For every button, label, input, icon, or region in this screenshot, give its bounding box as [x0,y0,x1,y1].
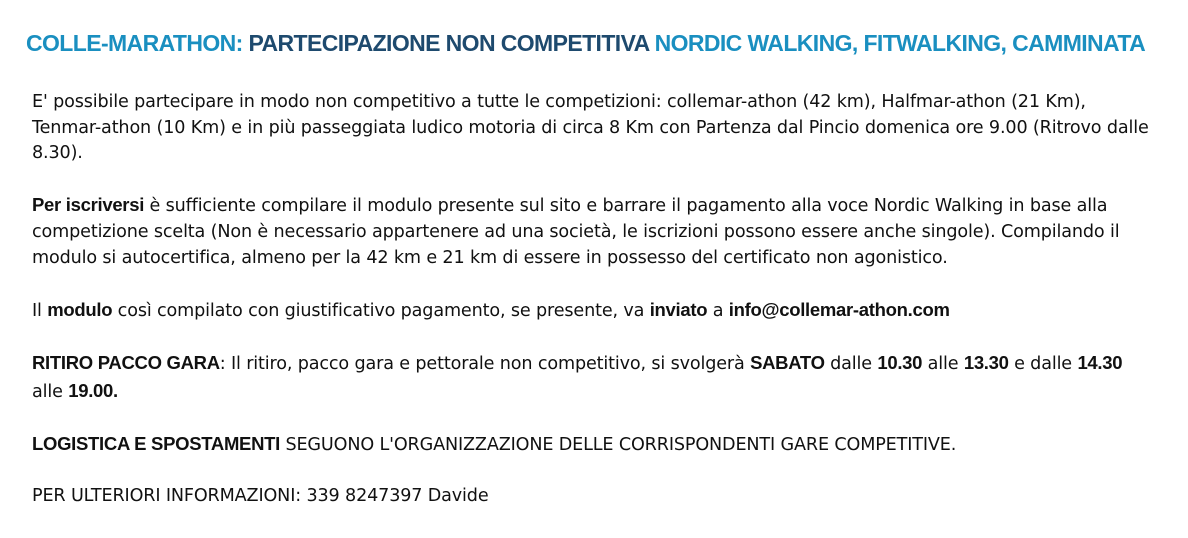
contact-email[interactable]: info@collemar-athon.com [728,298,950,320]
article-body [32,90,1152,510]
pickup-text-2: dalle [824,353,878,374]
paragraph-registration [32,192,1152,271]
paragraph-intro [32,90,1152,167]
logistics-heading: LOGISTICA E SPOSTAMENTI [32,432,280,454]
info-text: PER ULTERIORI INFORMAZIONI: 339 8247397 Davide [32,485,489,506]
pickup-heading: RITIRO PACCO GARA [32,351,220,373]
pickup-time-3: 14.30 [1077,351,1123,373]
registration-heading: Per iscriversi [32,194,145,216]
module-text-3: a [707,300,729,321]
module-text-2: così compilato con giustificativo pagamento, se presente, va [112,300,650,321]
logistics-text: SEGUONO L'ORGANIZZAZIONE DELLE CORRISPONDENTI GARE COMPETITIVE. [280,434,957,455]
pickup-text-3: alle [922,353,964,374]
pickup-time-2: 13.30 [963,351,1009,373]
pickup-text-1: : Il ritiro, pacco gara e pettorale non competitivo, si svolgerà [219,353,751,374]
title-disciplines: NORDIC WALKING, FITWALKING, CAMMINATA [654,30,1146,56]
pickup-text-5: alle [32,381,69,402]
module-text-1: Il [32,300,48,321]
intro-text: E' possibile partecipare in modo non competitivo a tutte le competizioni: collemar-athon (42 km), Halfmar-athon (21 Km), Tenmar-athon (10 Km) e in più passeggiata ludico motoria di circa 8 Km con Partenza dal Pincio domenica ore 9.00 (Ritrovo dalle 8.30). [32,92,1149,164]
title-event-name: COLLE-MARATHON: [26,30,249,56]
registration-text: è sufficiente compilare il modulo presente sul sito e barrare il pagamento alla voce Nordic Walking in base alla competizione scelta (Non è necessario appartenere ad una società, le iscrizioni possono essere anche singole). Compilando il modulo si autocertifica, almeno per la 42 km e 21 km di essere in possesso del certificato non agonistico. [32,196,1120,268]
paragraph-module [32,297,1152,325]
paragraph-info [32,484,1152,510]
pickup-time-1: 10.30 [877,351,923,373]
module-bold: modulo [47,298,113,320]
paragraph-logistics [32,431,1152,459]
pickup-day: SABATO [750,351,825,373]
paragraph-pickup [32,350,1152,405]
title-participation: PARTECIPAZIONE NON COMPETITIVA [248,30,655,56]
sent-bold: inviato [649,298,708,320]
pickup-time-4: 19.00. [68,379,118,401]
pickup-text-4: e dalle [1008,353,1078,374]
page-title [26,28,1176,58]
